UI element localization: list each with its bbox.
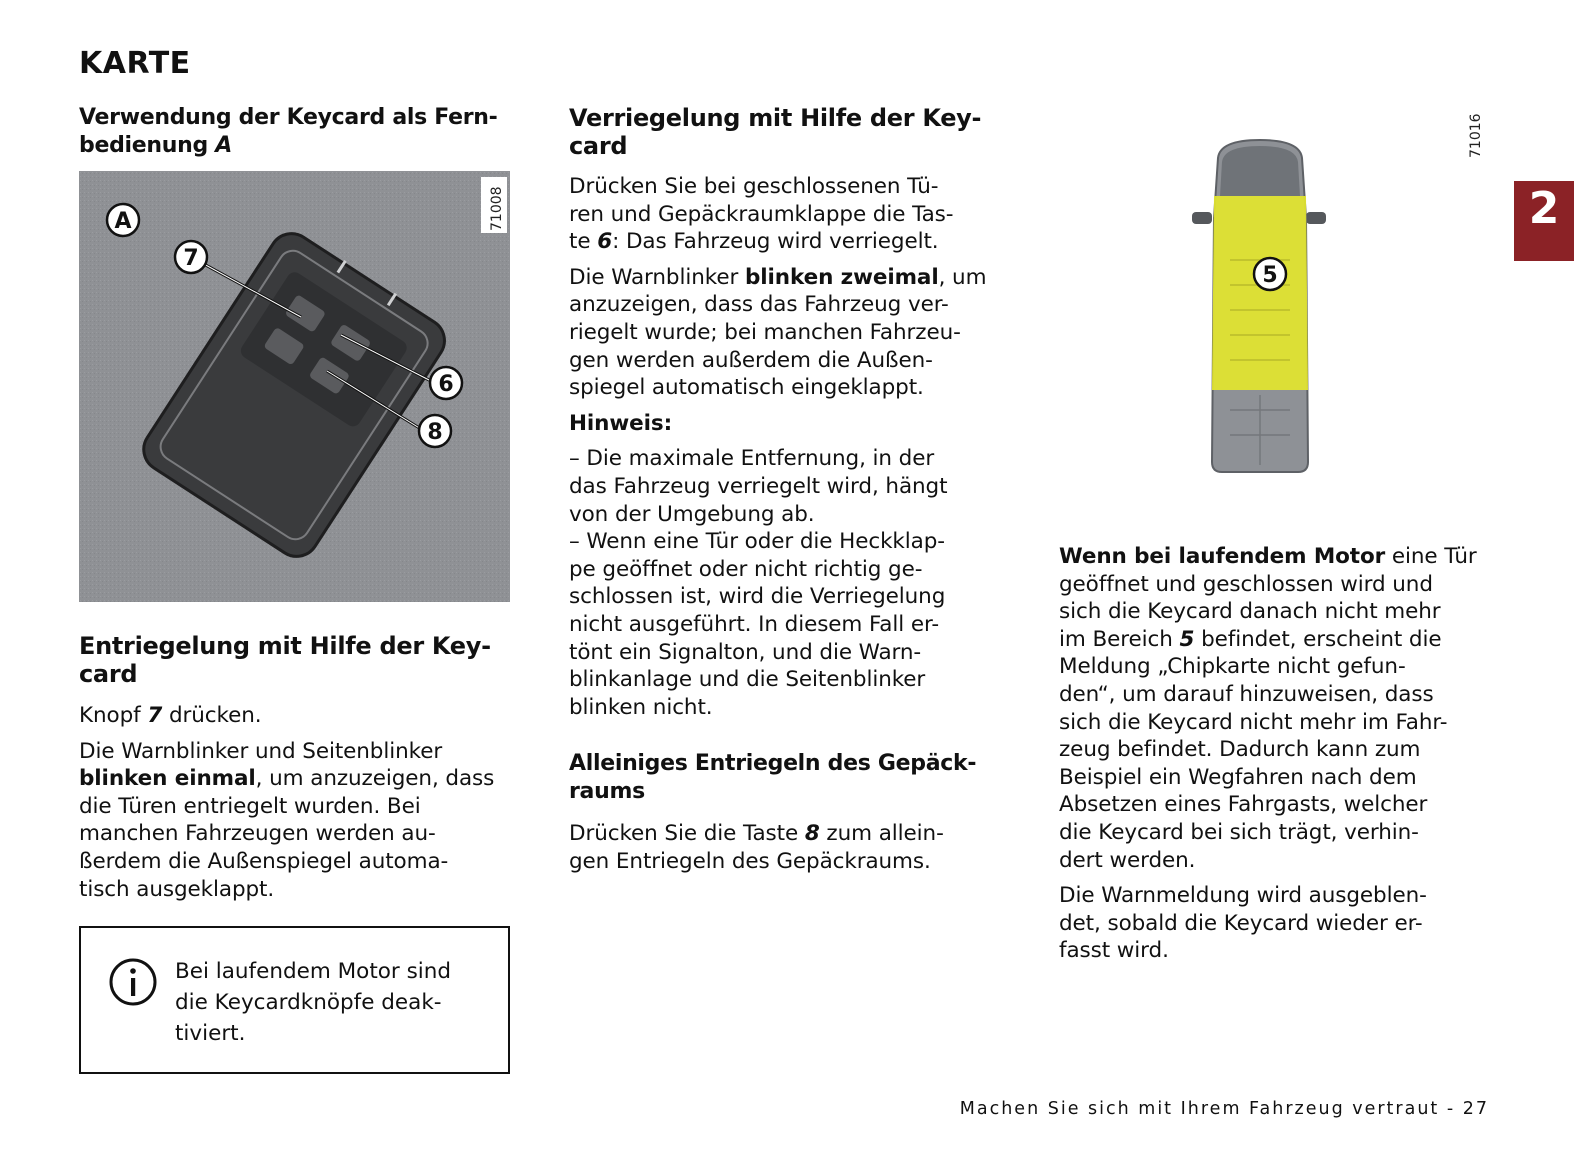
heading-line: bedienung (79, 133, 208, 158)
info-text: Bei laufendem Motor sind die Keycardknöpfe deak- tiviert. (175, 959, 452, 1046)
note-label: Hinweis: (569, 410, 673, 436)
engine-running-text (1059, 543, 1499, 965)
keycard-figure (79, 171, 510, 602)
heading-line: card (79, 660, 138, 688)
heading-line: raums (569, 779, 645, 804)
figure-code: 71008 (489, 186, 505, 231)
page-title: KARTE (79, 46, 191, 81)
trunk-text (569, 820, 1009, 875)
section-heading-lock (569, 104, 1009, 160)
chapter-tab: 2 (1514, 181, 1574, 261)
callout-7: 7 (183, 246, 199, 271)
heading-line: Verwendung der Keycard als Fern- (79, 105, 498, 130)
paragraph: Drücken Sie bei geschlossenen Tü- ren und Gepäckraumklappe die Tas- te 6: Das Fahrzeug wird verriegelt. (569, 174, 954, 255)
paragraph: Drücken Sie die Taste 8 zum allein- gen Entriegeln des Gepäckraums. (569, 821, 944, 874)
keycard-illustration (79, 171, 510, 602)
lock-text (569, 173, 1009, 721)
paragraph: Wenn bei laufendem Motor eine Tür geöffnet und geschlossen wird und sich die Keycard danach nicht mehr im Bereich 5 befindet, erscheint die Meldung „Chipkarte nicht gefun- den“, um darauf hinzuweisen, dass sich die Keycard nicht mehr im Fahr- zeug befindet. Dadurch kann zum Beispiel ein Wegfahren nach dem Absetzen eines Fahrgasts, welcher die Keycard bei sich trägt, verhin- dert werden. (1059, 544, 1477, 873)
figure-label-a: A (114, 209, 132, 234)
callout-6: 6 (438, 372, 454, 397)
page-footer: Machen Sie sich mit Ihrem Fahrzeug vertraut - 27 (959, 1099, 1489, 1119)
paragraph: Die Warnblinker blinken zweimal, um anzuzeigen, dass das Fahrzeug ver- riegelt wurde; bei manchen Fahrzeu- gen werden außerdem die Außen- spiegel automatisch eingeklappt. (569, 264, 987, 401)
section-heading-trunk (569, 750, 1009, 806)
section-heading-remote (79, 104, 519, 160)
paragraph: Knopf 7 drücken. (79, 703, 262, 728)
info-box (79, 926, 510, 1074)
heading-line: card (569, 132, 628, 160)
section-heading-unlock (79, 632, 519, 688)
note-text: – Die maximale Entfernung, in der das Fahrzeug verriegelt wird, hängt von der Umgebung ab. – Wenn eine Tür oder die Heckklap- pe geöffnet oder nicht richtig ge- schlossen ist, wird die Verriegelung nicht ausgeführt. In diesem Fall er- tönt ein Signalton, und die Warn- blinkanlage und die Seitenblinker blinken nicht. (569, 446, 948, 720)
figure-code: 71016 (1468, 113, 1484, 158)
unlock-text (79, 702, 519, 903)
heading-line: Verriegelung mit Hilfe der Key- (569, 104, 982, 132)
paragraph: Die Warnmeldung wird ausgeblen- det, sobald die Keycard wieder er- fasst wird. (1059, 883, 1427, 964)
heading-line: Alleiniges Entriegeln des Gepäck- (569, 751, 977, 776)
info-icon (107, 956, 159, 1008)
callout-8: 8 (427, 420, 443, 445)
paragraph: Die Warnblinker und Seitenblinker blinken einmal, um anzuzeigen, dass die Türen entriegelt wurden. Bei manchen Fahrzeugen werden au- ßerdem die Außenspiegel automa- tisch ausgeklappt. (79, 738, 495, 902)
callout-5: 5 (1262, 263, 1278, 288)
van-illustration (1180, 110, 1500, 480)
van-figure (1180, 110, 1500, 480)
heading-line: Entriegelung mit Hilfe der Key- (79, 632, 491, 660)
figure-letter: A (215, 133, 233, 158)
